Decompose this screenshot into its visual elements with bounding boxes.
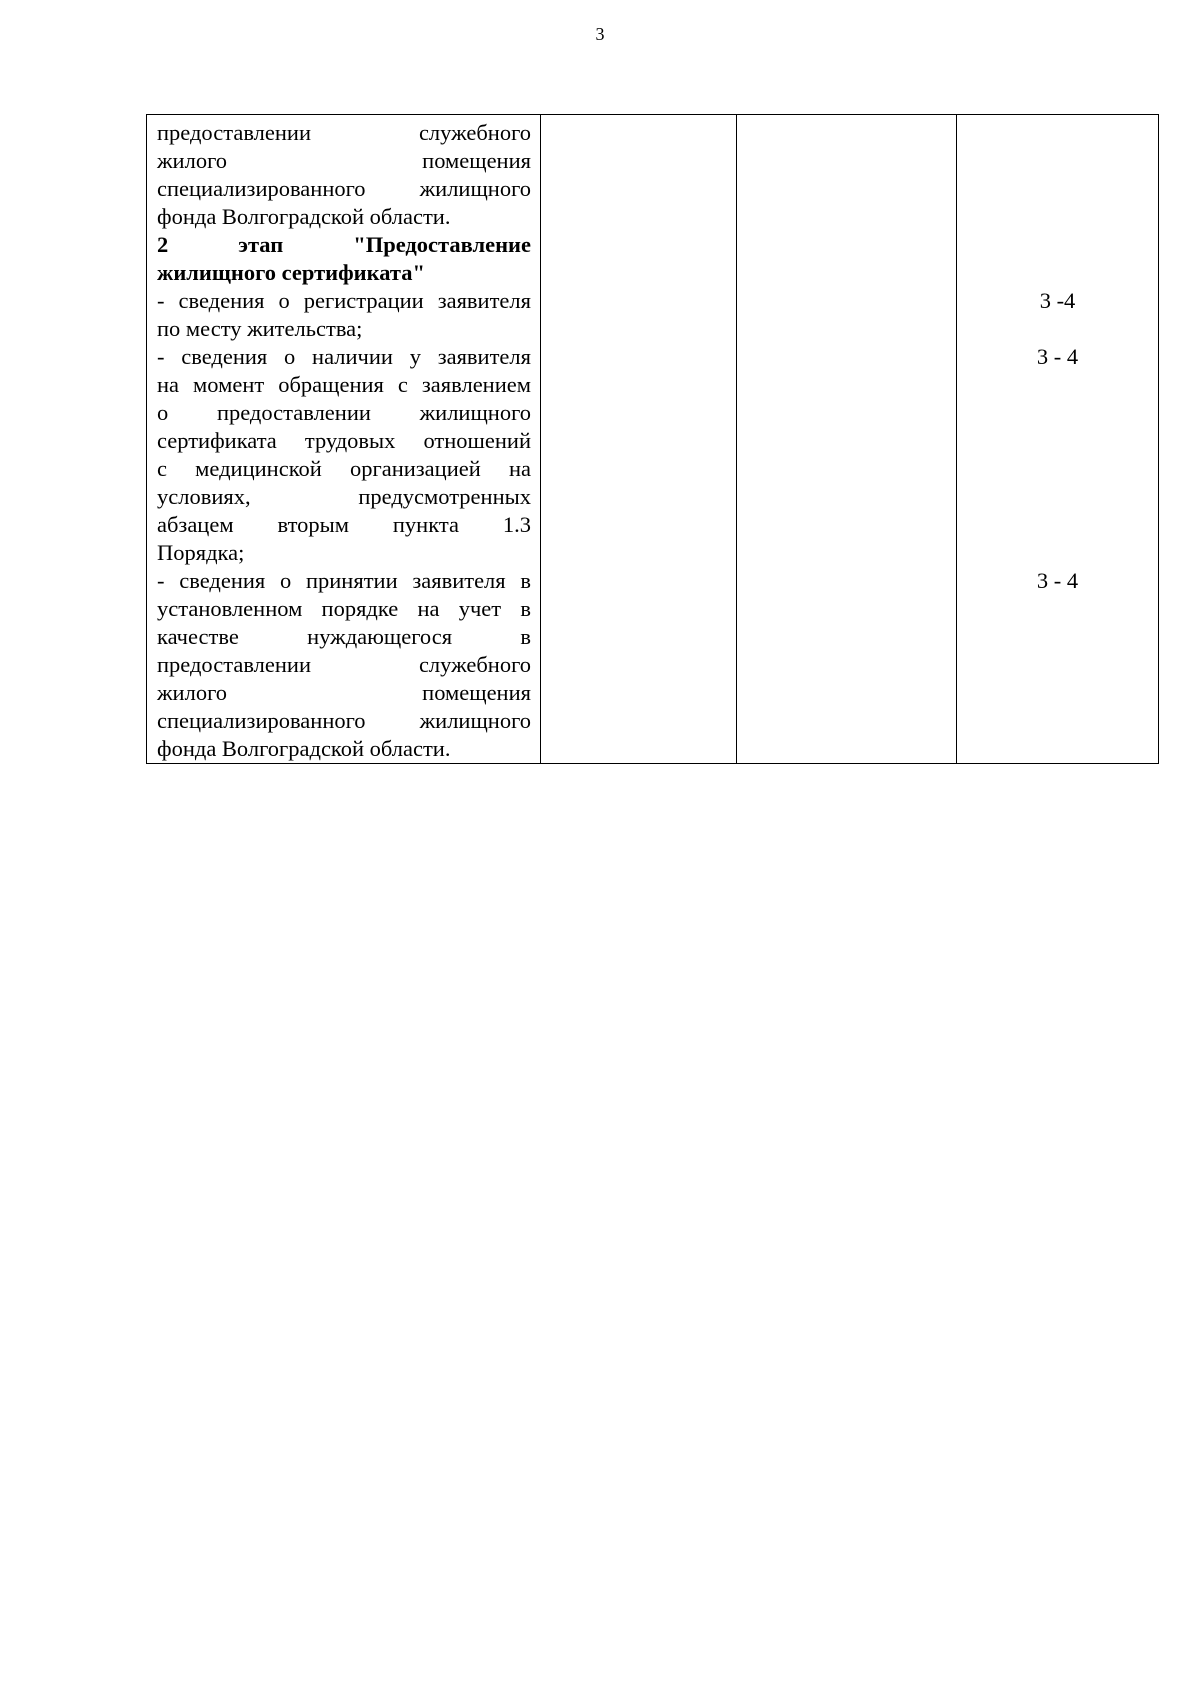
- text-line: сертификата трудовых отношений: [157, 428, 531, 453]
- text-line: предоставлении служебного: [157, 652, 531, 677]
- text-line: - сведения о принятии заявителя в: [157, 568, 531, 593]
- text-line: о предоставлении жилищного: [157, 400, 531, 425]
- text-line: жилого помещения: [157, 148, 531, 173]
- text-line: по месту жительства;: [157, 316, 363, 341]
- stage-heading-line: 2 этап "Предоставление: [157, 232, 531, 257]
- page-ref-registration: 3 -4: [1039, 288, 1076, 313]
- requirements-table: [146, 114, 1159, 764]
- text-line: фонда Волгоградской области.: [157, 204, 451, 229]
- description-cell: [147, 115, 541, 764]
- table-row: [147, 115, 1159, 764]
- page-number: 3: [595, 24, 605, 44]
- text-line: абзацем вторым пункта 1.3: [157, 512, 531, 537]
- stage-heading-line: жилищного сертификата": [157, 260, 425, 285]
- empty-cell: [737, 115, 957, 764]
- page-reference-cell: [957, 115, 1159, 764]
- text-line: на момент обращения с заявлением: [157, 372, 531, 397]
- text-line: - сведения о регистрации заявителя: [157, 288, 531, 313]
- text-line: фонда Волгоградской области.: [157, 736, 451, 761]
- text-line: условиях, предусмотренных: [157, 484, 531, 509]
- text-line: специализированного жилищного: [157, 708, 531, 733]
- text-line: специализированного жилищного: [157, 176, 531, 201]
- empty-cell: [541, 115, 737, 764]
- text-line: предоставлении служебного: [157, 120, 531, 145]
- text-line: жилого помещения: [157, 680, 531, 705]
- text-line: Порядка;: [157, 540, 245, 565]
- text-line: установленном порядке на учет в: [157, 596, 531, 621]
- description-text: [147, 115, 540, 763]
- text-line: с медицинской организацией на: [157, 456, 531, 481]
- text-line: - сведения о наличии у заявителя: [157, 344, 531, 369]
- text-line: качестве нуждающегося в: [157, 624, 531, 649]
- page-ref-queue: 3 - 4: [1036, 568, 1079, 593]
- page-ref-employment: 3 - 4: [1036, 344, 1079, 369]
